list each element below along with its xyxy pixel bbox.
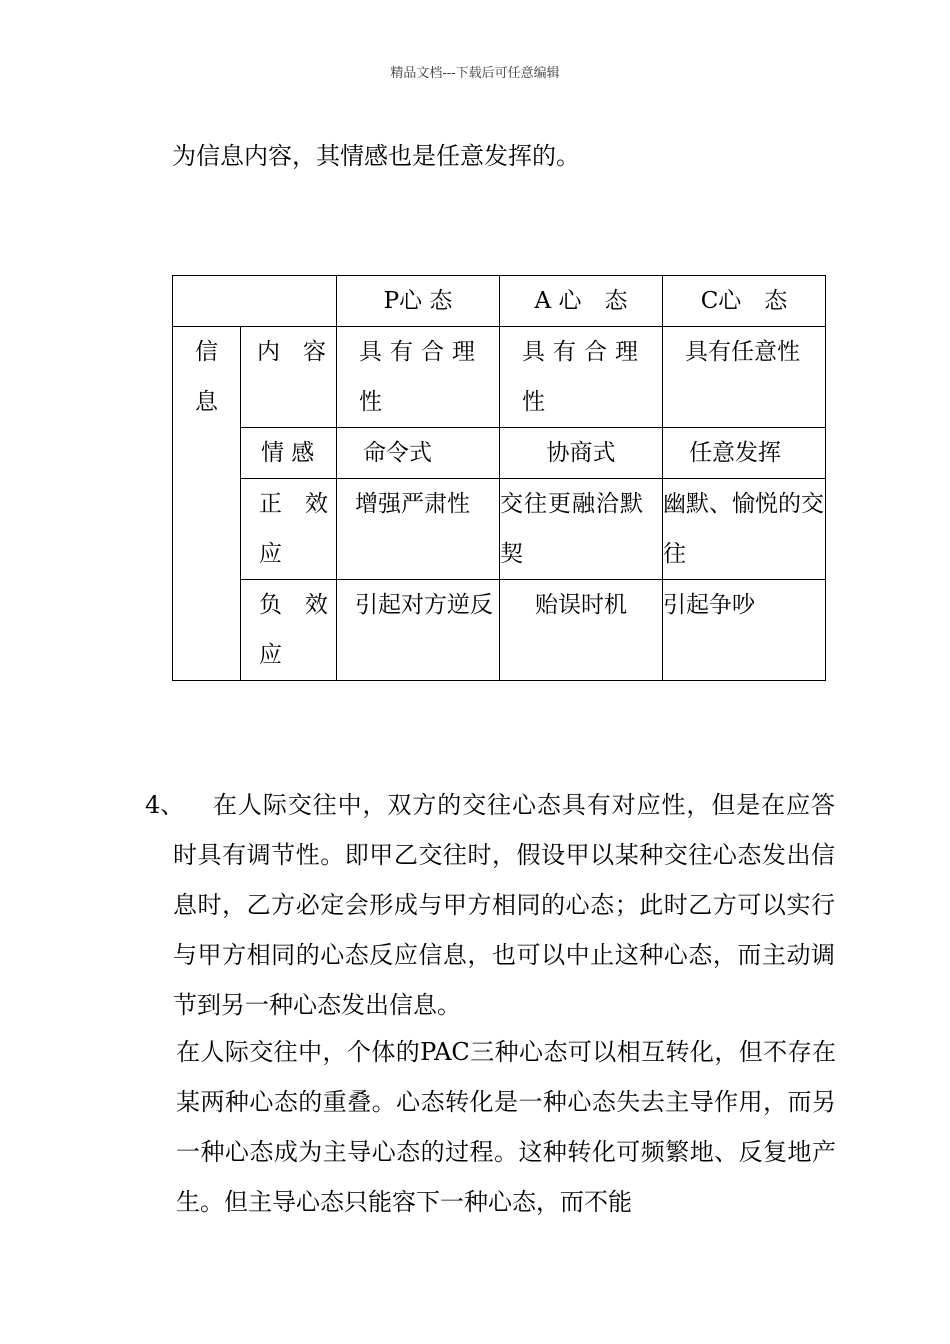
row-label: 内 容: [241, 327, 337, 428]
row-label: 正 效应: [241, 479, 337, 580]
cell-a: 具有合理性: [500, 327, 663, 428]
pac-comparison-table: [172, 275, 826, 681]
table-row: [173, 428, 826, 479]
header-a: A 心 态: [500, 276, 663, 327]
header-c: C心 态: [663, 276, 826, 327]
cell-c: 幽默、愉悦的交往: [663, 479, 826, 580]
group-label-top: 信: [195, 339, 218, 365]
group-label: [173, 327, 241, 681]
cell-p: 增强严肃性: [337, 479, 500, 580]
cell-p: 具有合理性: [337, 327, 500, 428]
table-row: [173, 580, 826, 681]
paragraph-4: [145, 780, 835, 1030]
cell-p: 引起对方逆反: [337, 580, 500, 681]
table-header-row: [173, 276, 826, 327]
table-corner-cell: [173, 276, 337, 327]
paragraph-number: 4、: [145, 791, 185, 819]
cell-a: 贻误时机: [500, 580, 663, 681]
table-row: [173, 479, 826, 580]
cell-c: 任意发挥: [663, 428, 826, 479]
row-label: 负 效应: [241, 580, 337, 681]
cell-c: 引起争吵: [663, 580, 826, 681]
paragraph-5: 在人际交往中，个体的PAC三种心态可以相互转化，但不存在某两种心态的重叠。心态转化是一种心态失去主导作用，而另一种心态成为主导心态的过程。这种转化可频繁地、反复地产生。但主导心态只能容下一种心态，而不能: [176, 1038, 836, 1216]
row-label: 情 感: [241, 428, 337, 479]
cell-c: 具有任意性: [663, 327, 826, 428]
paragraph-4-text: 在人际交往中，双方的交往心态具有对应性，但是在应答时具有调节性。即甲乙交往时，假设甲以某种交往心态发出信息时，乙方必定会形成与甲方相同的心态；此时乙方可以实行与甲方相同的心态反应信息，也可以中止这种心态，而主动调节到另一种心态发出信息。: [173, 791, 835, 1019]
cell-a: 协商式: [500, 428, 663, 479]
group-label-bottom: 息: [195, 389, 218, 415]
table-row: [173, 327, 826, 428]
cell-p: 命令式: [337, 428, 500, 479]
cell-a: 交往更融洽默契: [500, 479, 663, 580]
header-p: P心 态: [337, 276, 500, 327]
page-header: 精品文档---下载后可任意编辑: [390, 66, 560, 81]
continuation-line: 为信息内容，其情感也是任意发挥的。: [172, 142, 580, 170]
